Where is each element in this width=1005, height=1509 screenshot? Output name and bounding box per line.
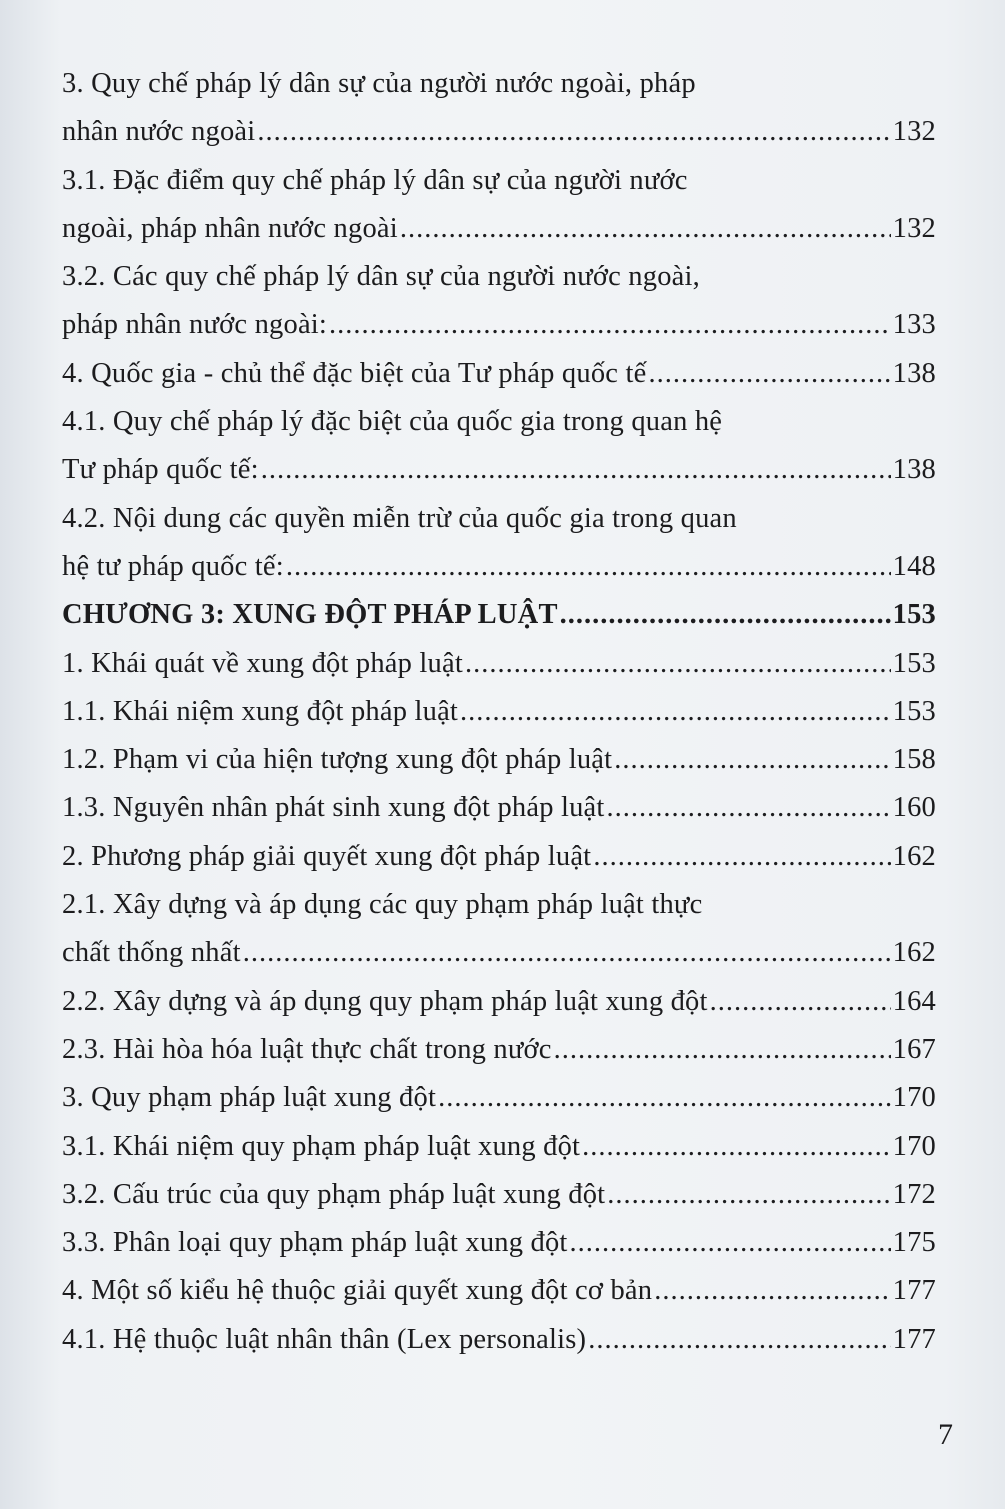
toc-entry-leader-line <box>62 205 936 253</box>
toc-entry-page-number: 170 <box>892 1082 936 1114</box>
toc-entry-title: 4. Quốc gia - chủ thể đặc biệt của Tư pháp quốc tế <box>62 357 647 389</box>
toc-entry-title: 2.3. Hài hòa hóa luật thực chất trong nước <box>62 1033 552 1065</box>
toc-entry <box>62 1171 936 1219</box>
toc-entry-title-line: 3.2. Các quy chế pháp lý dân sự của người nước ngoài, <box>62 261 700 293</box>
toc-entry-title-line: 4.2. Nội dung các quyền miễn trừ của quốc gia trong quan <box>62 502 737 534</box>
dot-leader <box>400 205 891 253</box>
dot-leader <box>570 1219 891 1267</box>
toc-entry <box>62 1074 936 1122</box>
toc-entry-leader-line <box>62 1026 936 1074</box>
toc-entry <box>62 350 936 398</box>
toc-entry-page-number: 153 <box>892 599 936 631</box>
dot-leader <box>460 688 891 736</box>
toc-entry-page-number: 162 <box>892 937 936 969</box>
toc-entry-title: 3. Quy phạm pháp luật xung đột <box>62 1082 437 1114</box>
toc-entry <box>62 736 936 784</box>
toc-entry-leader-line <box>62 1123 936 1171</box>
toc-entry-leader-line <box>62 833 936 881</box>
toc-entry-page-number: 164 <box>892 985 936 1017</box>
toc-entry <box>62 60 936 157</box>
toc-entry-title: chất thống nhất <box>62 937 241 969</box>
toc-entry-leader-line <box>62 301 936 349</box>
toc-entry <box>62 833 936 881</box>
toc-entry-title: 1.2. Phạm vi của hiện tượng xung đột pháp luật <box>62 744 613 776</box>
toc-entry-leader-line <box>62 1219 936 1267</box>
toc-entry-leader-line <box>62 784 936 832</box>
toc-entry-page-number: 138 <box>892 357 936 389</box>
toc-entry-page-number: 132 <box>892 116 936 148</box>
toc-entry-leader-line <box>62 108 936 156</box>
dot-leader <box>593 833 890 881</box>
toc-entry-page-number: 172 <box>892 1178 936 1210</box>
toc-entry-page-number: 162 <box>892 840 936 872</box>
toc-entry-page-number: 153 <box>892 695 936 727</box>
dot-leader <box>329 301 891 349</box>
dot-leader <box>554 1026 891 1074</box>
toc-entry-title: CHƯƠNG 3: XUNG ĐỘT PHÁP LUẬT <box>62 599 558 631</box>
toc-entry-title: 2. Phương pháp giải quyết xung đột pháp luật <box>62 840 592 872</box>
toc-entry-page-number: 132 <box>892 212 936 244</box>
toc-entry-leader-line <box>62 1267 936 1315</box>
dot-leader <box>607 1171 890 1219</box>
dot-leader <box>582 1123 890 1171</box>
toc-entry <box>62 688 936 736</box>
toc-entry <box>62 1123 936 1171</box>
toc-entry-page-number: 138 <box>892 454 936 486</box>
toc-chapter-heading <box>62 591 936 639</box>
toc-entry <box>62 1316 936 1364</box>
toc-entry <box>62 253 936 350</box>
toc-entry-title-line: 2.1. Xây dựng và áp dụng các quy phạm pháp luật thực <box>62 889 703 921</box>
toc-entry-leader-line <box>62 1316 936 1364</box>
toc-entry-title-line: 4.1. Quy chế pháp lý đặc biệt của quốc gia trong quan hệ <box>62 406 723 438</box>
toc-entry-title: Tư pháp quốc tế: <box>62 454 259 486</box>
toc-entry-page-number: 160 <box>892 792 936 824</box>
toc-entry-title-line: 3.1. Đặc điểm quy chế pháp lý dân sự của người nước <box>62 164 688 196</box>
toc-entry-title: hệ tư pháp quốc tế: <box>62 550 284 582</box>
toc-entry-title: 4.1. Hệ thuộc luật nhân thân (Lex personalis) <box>62 1323 587 1355</box>
dot-leader <box>257 108 890 156</box>
toc-entry <box>62 1267 936 1315</box>
toc-entry-page-number: 158 <box>892 744 936 776</box>
dot-leader <box>648 350 890 398</box>
toc-entry-title: 1.1. Khái niệm xung đột pháp luật <box>62 695 459 727</box>
toc-entry-title: 4. Một số kiểu hệ thuộc giải quyết xung đột cơ bản <box>62 1275 653 1307</box>
toc-entry-page-number: 170 <box>892 1130 936 1162</box>
toc-entry-leader-line <box>62 929 936 977</box>
toc-entry-page-number: 148 <box>892 550 936 582</box>
toc-entry-title: 3.3. Phân loại quy phạm pháp luật xung đột <box>62 1227 568 1259</box>
dot-leader <box>243 929 891 977</box>
dot-leader <box>614 736 890 784</box>
toc-entry <box>62 1026 936 1074</box>
toc-entry-leader-line <box>62 446 936 494</box>
toc-entry-page-number: 175 <box>892 1227 936 1259</box>
toc-entry-page-number: 177 <box>892 1323 936 1355</box>
dot-leader <box>654 1267 890 1315</box>
toc-entry-page-number: 177 <box>892 1275 936 1307</box>
toc-entry <box>62 881 936 978</box>
toc-entry-title: 1. Khái quát về xung đột pháp luật <box>62 647 463 679</box>
toc-entry-leader-line <box>62 640 936 688</box>
toc-entry-leader-line <box>62 350 936 398</box>
page-number: 7 <box>938 1418 953 1451</box>
toc-entry-title: 3.1. Khái niệm quy phạm pháp luật xung đột <box>62 1130 581 1162</box>
toc-entry-leader-line <box>62 688 936 736</box>
toc-entry-title: ngoài, pháp nhân nước ngoài <box>62 212 398 244</box>
toc-entry-leader-line <box>62 1171 936 1219</box>
dot-leader <box>465 640 891 688</box>
toc-entry-leader-line <box>62 543 936 591</box>
toc-entry <box>62 398 936 495</box>
dot-leader <box>261 446 891 494</box>
toc-entry-title: nhân nước ngoài <box>62 116 256 148</box>
dot-leader <box>607 784 891 832</box>
toc-entry-leader-line <box>62 591 936 639</box>
toc-entry-page-number: 153 <box>892 647 936 679</box>
toc-entry-title: 1.3. Nguyên nhân phát sinh xung đột pháp luật <box>62 792 605 824</box>
dot-leader <box>588 1316 890 1364</box>
toc-entry-page-number: 167 <box>892 1033 936 1065</box>
toc-entry-title: 3.2. Cấu trúc của quy phạm pháp luật xung đột <box>62 1178 606 1210</box>
toc-entry-title: pháp nhân nước ngoài: <box>62 309 328 341</box>
toc-entry <box>62 640 936 688</box>
toc-entry <box>62 1219 936 1267</box>
toc-entry <box>62 157 936 254</box>
table-of-contents <box>62 60 936 1364</box>
dot-leader <box>438 1074 891 1122</box>
toc-entry <box>62 784 936 832</box>
toc-entry <box>62 978 936 1026</box>
toc-entry-title-line: 3. Quy chế pháp lý dân sự của người nước ngoài, pháp <box>62 68 696 99</box>
toc-entry-leader-line <box>62 978 936 1026</box>
dot-leader <box>286 543 891 591</box>
toc-entry-leader-line <box>62 736 936 784</box>
dot-leader <box>710 978 891 1026</box>
toc-entry <box>62 495 936 592</box>
toc-entry-title: 2.2. Xây dựng và áp dụng quy phạm pháp luật xung đột <box>62 985 708 1017</box>
dot-leader <box>560 591 891 639</box>
toc-entry-page-number: 133 <box>892 309 936 341</box>
toc-entry-leader-line <box>62 1074 936 1122</box>
